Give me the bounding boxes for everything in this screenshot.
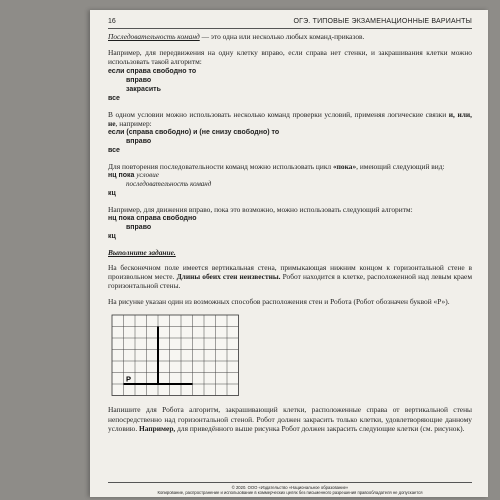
copyright-notice: Копирование, распространение и использование в коммерческих целях без письменного разрешения правообладателя не допускается bbox=[157, 490, 423, 495]
task-bold: Длины обеих стен неизвестны. bbox=[176, 271, 281, 281]
page-header bbox=[108, 16, 472, 29]
code-block-4 bbox=[108, 214, 472, 241]
definition-text: — это одна или несколько любых команд-приказов. bbox=[199, 32, 365, 41]
logic-text: В одном условии можно использовать несколько команд проверки условий, применяя логические связки bbox=[108, 109, 449, 119]
code-line: нц пока справа свободно bbox=[108, 215, 197, 223]
code-line: вправо bbox=[126, 224, 152, 232]
task-heading: Выполните задание. bbox=[108, 248, 176, 258]
term-sequence: Последовательность команд bbox=[108, 32, 200, 41]
loop-paragraph bbox=[108, 162, 472, 198]
running-title: ОГЭ. ТИПОВЫЕ ЭКЗАМЕНАЦИОННЫЕ ВАРИАНТЫ bbox=[293, 18, 472, 25]
robot-grid-figure bbox=[108, 313, 472, 399]
task-text: На бесконечном поле имеется вертикальная стена, примыкающая нижним концом к горизонтальной стене в произвольном месте. bbox=[108, 262, 472, 281]
page-footer bbox=[108, 482, 472, 495]
code-line: нц пока условие bbox=[108, 171, 159, 180]
loop-text: Для повторения последовательности команд можно использовать цикл bbox=[108, 162, 333, 172]
task-text-end: Робот находится в клетке, расположенной над левым краем горизонтальной стены. bbox=[108, 271, 472, 291]
final-bold: Например, bbox=[139, 423, 176, 433]
logic-paragraph bbox=[108, 110, 472, 155]
definition-paragraph bbox=[108, 32, 472, 41]
code-line: закрасить bbox=[126, 85, 161, 93]
example-text: Например, для передвижения на одну клетку вправо, если справа нет стенки, и закрашивания клетки можно использовать такой алгоритм: bbox=[108, 48, 472, 67]
copyright-line: © 2020. ООО «Издательство «Национальное образование» bbox=[231, 485, 349, 490]
figure-caption-paragraph bbox=[108, 297, 472, 306]
code-line: последовательность команд bbox=[126, 180, 212, 189]
code-line: все bbox=[108, 147, 120, 155]
page-number: 16 bbox=[108, 18, 116, 25]
loop-keyword: «пока» bbox=[332, 162, 357, 172]
code-line: если справа свободно то bbox=[108, 67, 197, 75]
loop-text-end: , имеющий следующий вид: bbox=[356, 162, 445, 172]
example-paragraph-2 bbox=[108, 205, 472, 241]
final-text-end: для приведённого выше рисунка Робот должен закрасить следующие клетки (см. рисунок). bbox=[175, 423, 465, 433]
code-line: если (справа свободно) и (не снизу свободно) то bbox=[108, 129, 280, 137]
page-content bbox=[108, 32, 472, 440]
task-paragraph bbox=[108, 263, 472, 291]
robot-label: Р bbox=[126, 374, 132, 384]
code-line: кц bbox=[108, 190, 116, 198]
robot-field-grid bbox=[108, 313, 472, 399]
code-line: вправо bbox=[126, 76, 152, 84]
final-paragraph bbox=[108, 405, 472, 433]
final-text: Напишите для Робота алгоритм, закрашивающий клетки, расположенные справа от вертикальной стены непосредственно над горизонтальной стеной. Робот должен закрасить только клетки, удовлетворяющие данному условию. bbox=[108, 405, 472, 433]
logic-keywords: и, или, не bbox=[108, 109, 472, 128]
code-condition: условие bbox=[136, 171, 159, 180]
figure-caption: На рисунке указан один из возможных способов расположения стен и Робота (Робот обозначен буквой «Р»). bbox=[108, 297, 450, 307]
code-line: вправо bbox=[126, 138, 152, 146]
code-block-1 bbox=[108, 67, 472, 103]
document-page bbox=[90, 10, 488, 497]
code-block-3 bbox=[108, 171, 472, 198]
code-line: все bbox=[108, 94, 120, 102]
code-line: кц bbox=[108, 233, 116, 241]
code-block-2 bbox=[108, 128, 472, 155]
example-paragraph-1 bbox=[108, 48, 472, 102]
example-text-2: Например, для движения вправо, пока это возможно, можно использовать следующий алгоритм: bbox=[108, 205, 413, 215]
logic-text-end: , например: bbox=[115, 118, 152, 128]
